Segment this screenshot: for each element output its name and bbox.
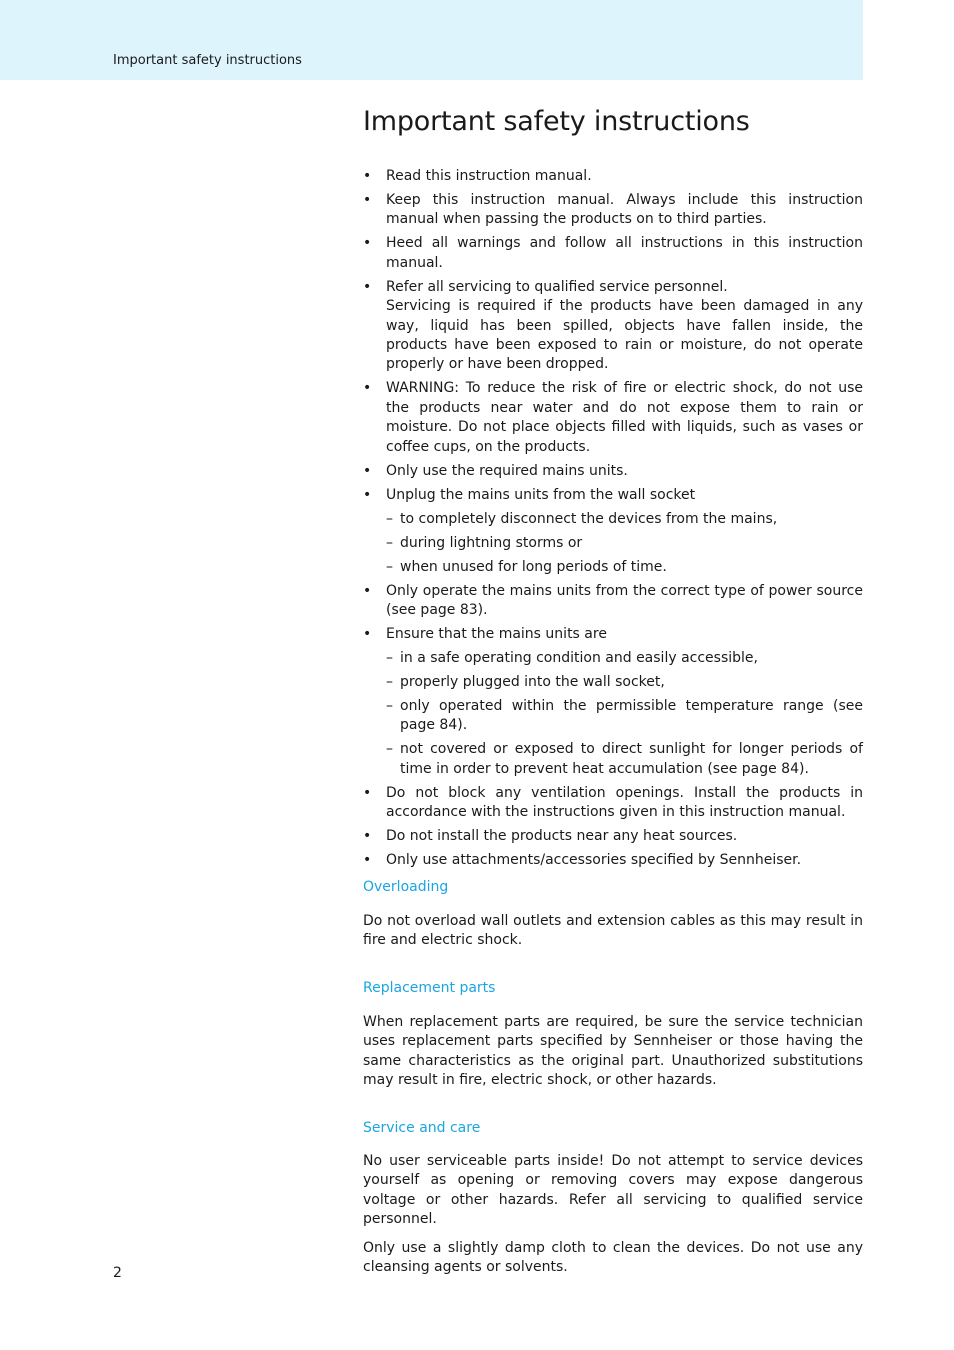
bullet-text: Read this instruction manual.: [386, 168, 592, 184]
bullet-icon: •: [363, 278, 372, 295]
bullet-item: [363, 486, 863, 577]
bullet-item: [363, 851, 863, 870]
sub-item-text: in a safe operating condition and easily accessible,: [400, 650, 758, 667]
sub-item-text: only operated within the permissible temperature range (see page 84).: [400, 698, 863, 734]
section-heading: Service and care: [363, 1120, 481, 1136]
bullet-item: [363, 582, 863, 621]
bullet-item: [363, 379, 863, 457]
bullet-icon: •: [363, 168, 372, 184]
bullet-text: Do not install the products near any heat sources.: [386, 828, 738, 845]
page-title: Important safety instructions: [363, 106, 750, 137]
page-number: 2: [113, 1265, 122, 1281]
sub-item-text: to completely disconnect the devices from the mains,: [400, 510, 778, 527]
bullet-item: [363, 278, 863, 375]
section-body: Do not overload wall outlets and extension cables as this may result in fire and electric shock.: [363, 913, 863, 949]
section-replacement-parts: [363, 979, 863, 1091]
dash-icon: –: [386, 558, 393, 575]
section-body: Only use a slightly damp cloth to clean the devices. Do not use any cleansing agents or solvents.: [363, 1239, 863, 1276]
section-overloading: [363, 878, 863, 951]
bullet-text: Unplug the mains units from the wall socket: [386, 486, 696, 503]
sub-item-text: not covered or exposed to direct sunlight for longer periods of time in order to prevent heat accumulation (see page 84).: [400, 741, 863, 777]
bullet-text: Do not block any ventilation openings. Install the products in accordance with the instructions given in this instruction manual.: [386, 784, 863, 821]
dash-icon: –: [386, 534, 393, 551]
sub-item-text: when unused for long periods of time.: [400, 558, 667, 575]
bullet-icon: •: [363, 828, 372, 845]
section-body: No user serviceable parts inside! Do not attempt to service devices yourself as opening or removing covers may expose dangerous voltage or other hazards. Refer all servicing to qualified service personnel.: [363, 1153, 863, 1228]
sub-list: [386, 649, 863, 779]
bullet-text: Only use attachments/accessories specified by Sennheiser.: [386, 852, 802, 869]
bullet-text: Keep this instruction manual. Always include this instruction manual when passing the products on to third parties.: [386, 192, 863, 228]
section-service-and-care: [363, 1119, 863, 1277]
bullet-text: Only operate the mains units from the correct type of power source (see page 83).: [386, 582, 863, 619]
sub-item-text: properly plugged into the wall socket,: [400, 674, 665, 691]
bullet-icon: •: [363, 852, 372, 869]
running-header: Important safety instructions: [113, 53, 302, 68]
bullet-icon: •: [363, 626, 372, 643]
sub-item: [386, 558, 863, 577]
dash-icon: –: [386, 674, 393, 691]
bullet-item: [363, 625, 863, 779]
bullet-icon: •: [363, 582, 372, 599]
section-heading: Replacement parts: [363, 980, 496, 996]
bullet-icon: •: [363, 192, 372, 208]
sub-item-text: during lightning storms or: [400, 534, 583, 551]
bullet-item: [363, 827, 863, 846]
section-heading: Overloading: [363, 879, 449, 895]
bullet-icon: •: [363, 784, 372, 801]
bullet-text: Heed all warnings and follow all instructions in this instruction manual.: [386, 235, 863, 271]
sub-item: [386, 697, 863, 736]
bullet-icon: •: [363, 486, 372, 503]
bullet-extra-text: Servicing is required if the products have been damaged in any way, liquid has been spilled, objects have fallen inside, the products have been exposed to rain or moisture, do not operate properly or have been dropped.: [386, 298, 863, 373]
bullet-icon: •: [363, 235, 372, 252]
dash-icon: –: [386, 698, 393, 715]
sub-item: [386, 649, 863, 668]
bullet-text: Refer all servicing to qualified service personnel.: [386, 278, 728, 295]
bullet-text: Ensure that the mains units are: [386, 626, 607, 643]
sub-item: [386, 510, 863, 529]
bullet-item: [363, 784, 863, 823]
bullet-item: [363, 234, 863, 273]
sub-item: [386, 740, 863, 779]
sub-item: [386, 534, 863, 553]
safety-bullet-list: [363, 167, 863, 871]
dash-icon: –: [386, 741, 393, 758]
bullet-text: WARNING: To reduce the risk of fire or electric shock, do not use the products near water and do not expose them to rain or moisture. Do not place objects filled with liquids, such as vases or coffee cups, on the products.: [386, 380, 863, 455]
bullet-item: [363, 191, 863, 230]
main-content: [363, 104, 863, 875]
dash-icon: –: [386, 650, 393, 667]
bullet-icon: •: [363, 380, 372, 397]
sub-item: [386, 673, 863, 692]
sub-list: [386, 510, 863, 577]
dash-icon: –: [386, 510, 393, 527]
bullet-icon: •: [363, 462, 372, 479]
bullet-item: [363, 462, 863, 481]
bullet-text: Only use the required mains units.: [386, 462, 628, 479]
bullet-item: [363, 167, 863, 186]
section-body: When replacement parts are required, be sure the service technician uses replacement parts specified by Sennheiser or those having the same characteristics as the original part. Unauthorized substitutions may result in fire, electric shock, or other hazards.: [363, 1014, 863, 1089]
